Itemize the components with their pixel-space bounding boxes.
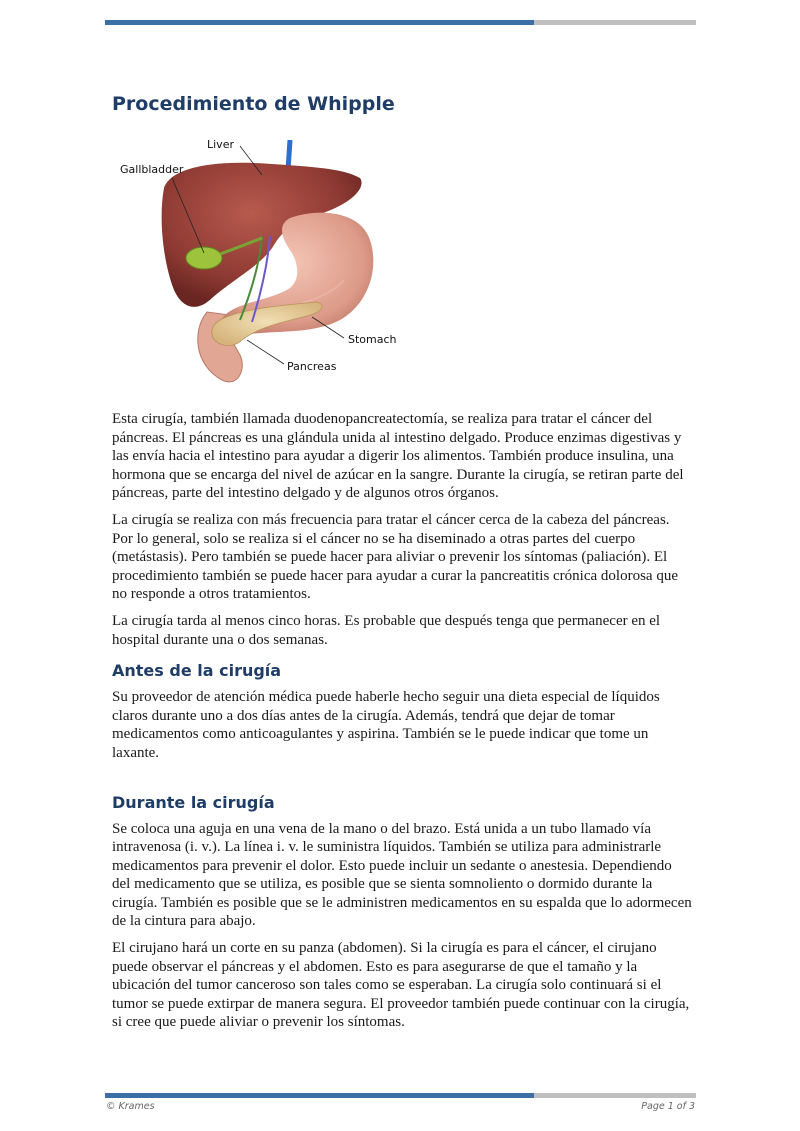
gallbladder-shape: [186, 247, 222, 269]
label-gallbladder: Gallbladder: [120, 163, 184, 176]
footer-copyright: © Krames: [106, 1101, 155, 1112]
page-title: Procedimiento de Whipple: [112, 93, 395, 115]
intro-paragraph-3: La cirugía tarda al menos cinco horas. Es probable que después tenga que permanecer en el hospital durante una o dos semanas.: [112, 612, 661, 648]
label-stomach: Stomach: [348, 333, 397, 346]
intro-paragraph-1: Esta cirugía, también llamada duodenopancreatectomía, se realiza para tratar el cáncer del páncreas. El páncreas es una glándula unida al intestino delgado. Produce enzimas digestivas y las envía hacia el intestino para ayudar a digerir los alimentos. También produce insulina, una hormona que se encarga del nivel de azúcar en la sangre. Durante la cirugía, se retiran parte del páncreas, parte del intestino delgado y de algunos otros órganos.: [112, 411, 684, 502]
label-pancreas: Pancreas: [287, 360, 337, 373]
bottom-rule: [105, 1093, 696, 1098]
top-rule-blue: [105, 20, 534, 25]
before-paragraph-1: Su proveedor de atención médica puede haberle hecho seguir una dieta especial de líquidos claros durante uno a dos días antes de la cirugía. Además, tendrá que dejar de tomar medicamentos como anticoagulantes y aspirina. También se le puede indicar que tome un laxante.: [112, 689, 660, 761]
during-paragraph-1: Se coloca una aguja en una vena de la mano o del brazo. Está unida a un tubo llamado vía intravenosa (i. v.). La línea i. v. le suministra líquidos. También se utiliza para administrarle medicamentos para prevenir el dolor. Esto puede incluir un sedante o anestesia. Dependiendo del medicamento que se utiliza, es posible que se sienta somnoliento o dormido durante la cirugía. También es posible que se le administren medicamentos en su espalda que lo adormecen de la cintura para abajo.: [112, 820, 692, 930]
intro-paragraph-2: La cirugía se realiza con más frecuencia para tratar el cáncer cerca de la cabeza del páncreas. Por lo general, solo se realiza si el cáncer no se ha diseminado a otras partes del cuerpo (metástasis). Pero también se puede hacer para aliviar o prevenir los síntomas (paliación). El procedimiento también se puede hacer para ayudar a curar la pancreatitis crónica dolorosa que no responde a otros tratamientos.: [112, 511, 678, 603]
heading-during-surgery: Durante la cirugía: [112, 792, 275, 812]
bottom-rule-gray: [534, 1093, 696, 1098]
top-rule: [105, 20, 696, 25]
bottom-rule-blue: [105, 1093, 534, 1098]
article-body: [112, 410, 692, 1040]
heading-before-surgery: Antes de la cirugía: [112, 661, 282, 681]
during-paragraph-2: El cirujano hará un corte en su panza (abdomen). Si la cirugía es para el cáncer, el cirujano puede observar el páncreas y el abdomen. Esto es para asegurarse de que el tamaño y la ubicación del tumor canceroso son tales como se esperaban. La cirugía solo continuará si el tumor se puede extirpar de manera segura. El proveedor también puede continuar con la cirugía, si cree que puede aliviar o prevenir los síntomas.: [112, 940, 690, 1031]
label-liver: Liver: [207, 138, 234, 151]
footer-page-number: Page 1 of 3: [641, 1101, 695, 1112]
anatomy-illustration: [112, 130, 412, 392]
top-rule-gray: [534, 20, 696, 25]
